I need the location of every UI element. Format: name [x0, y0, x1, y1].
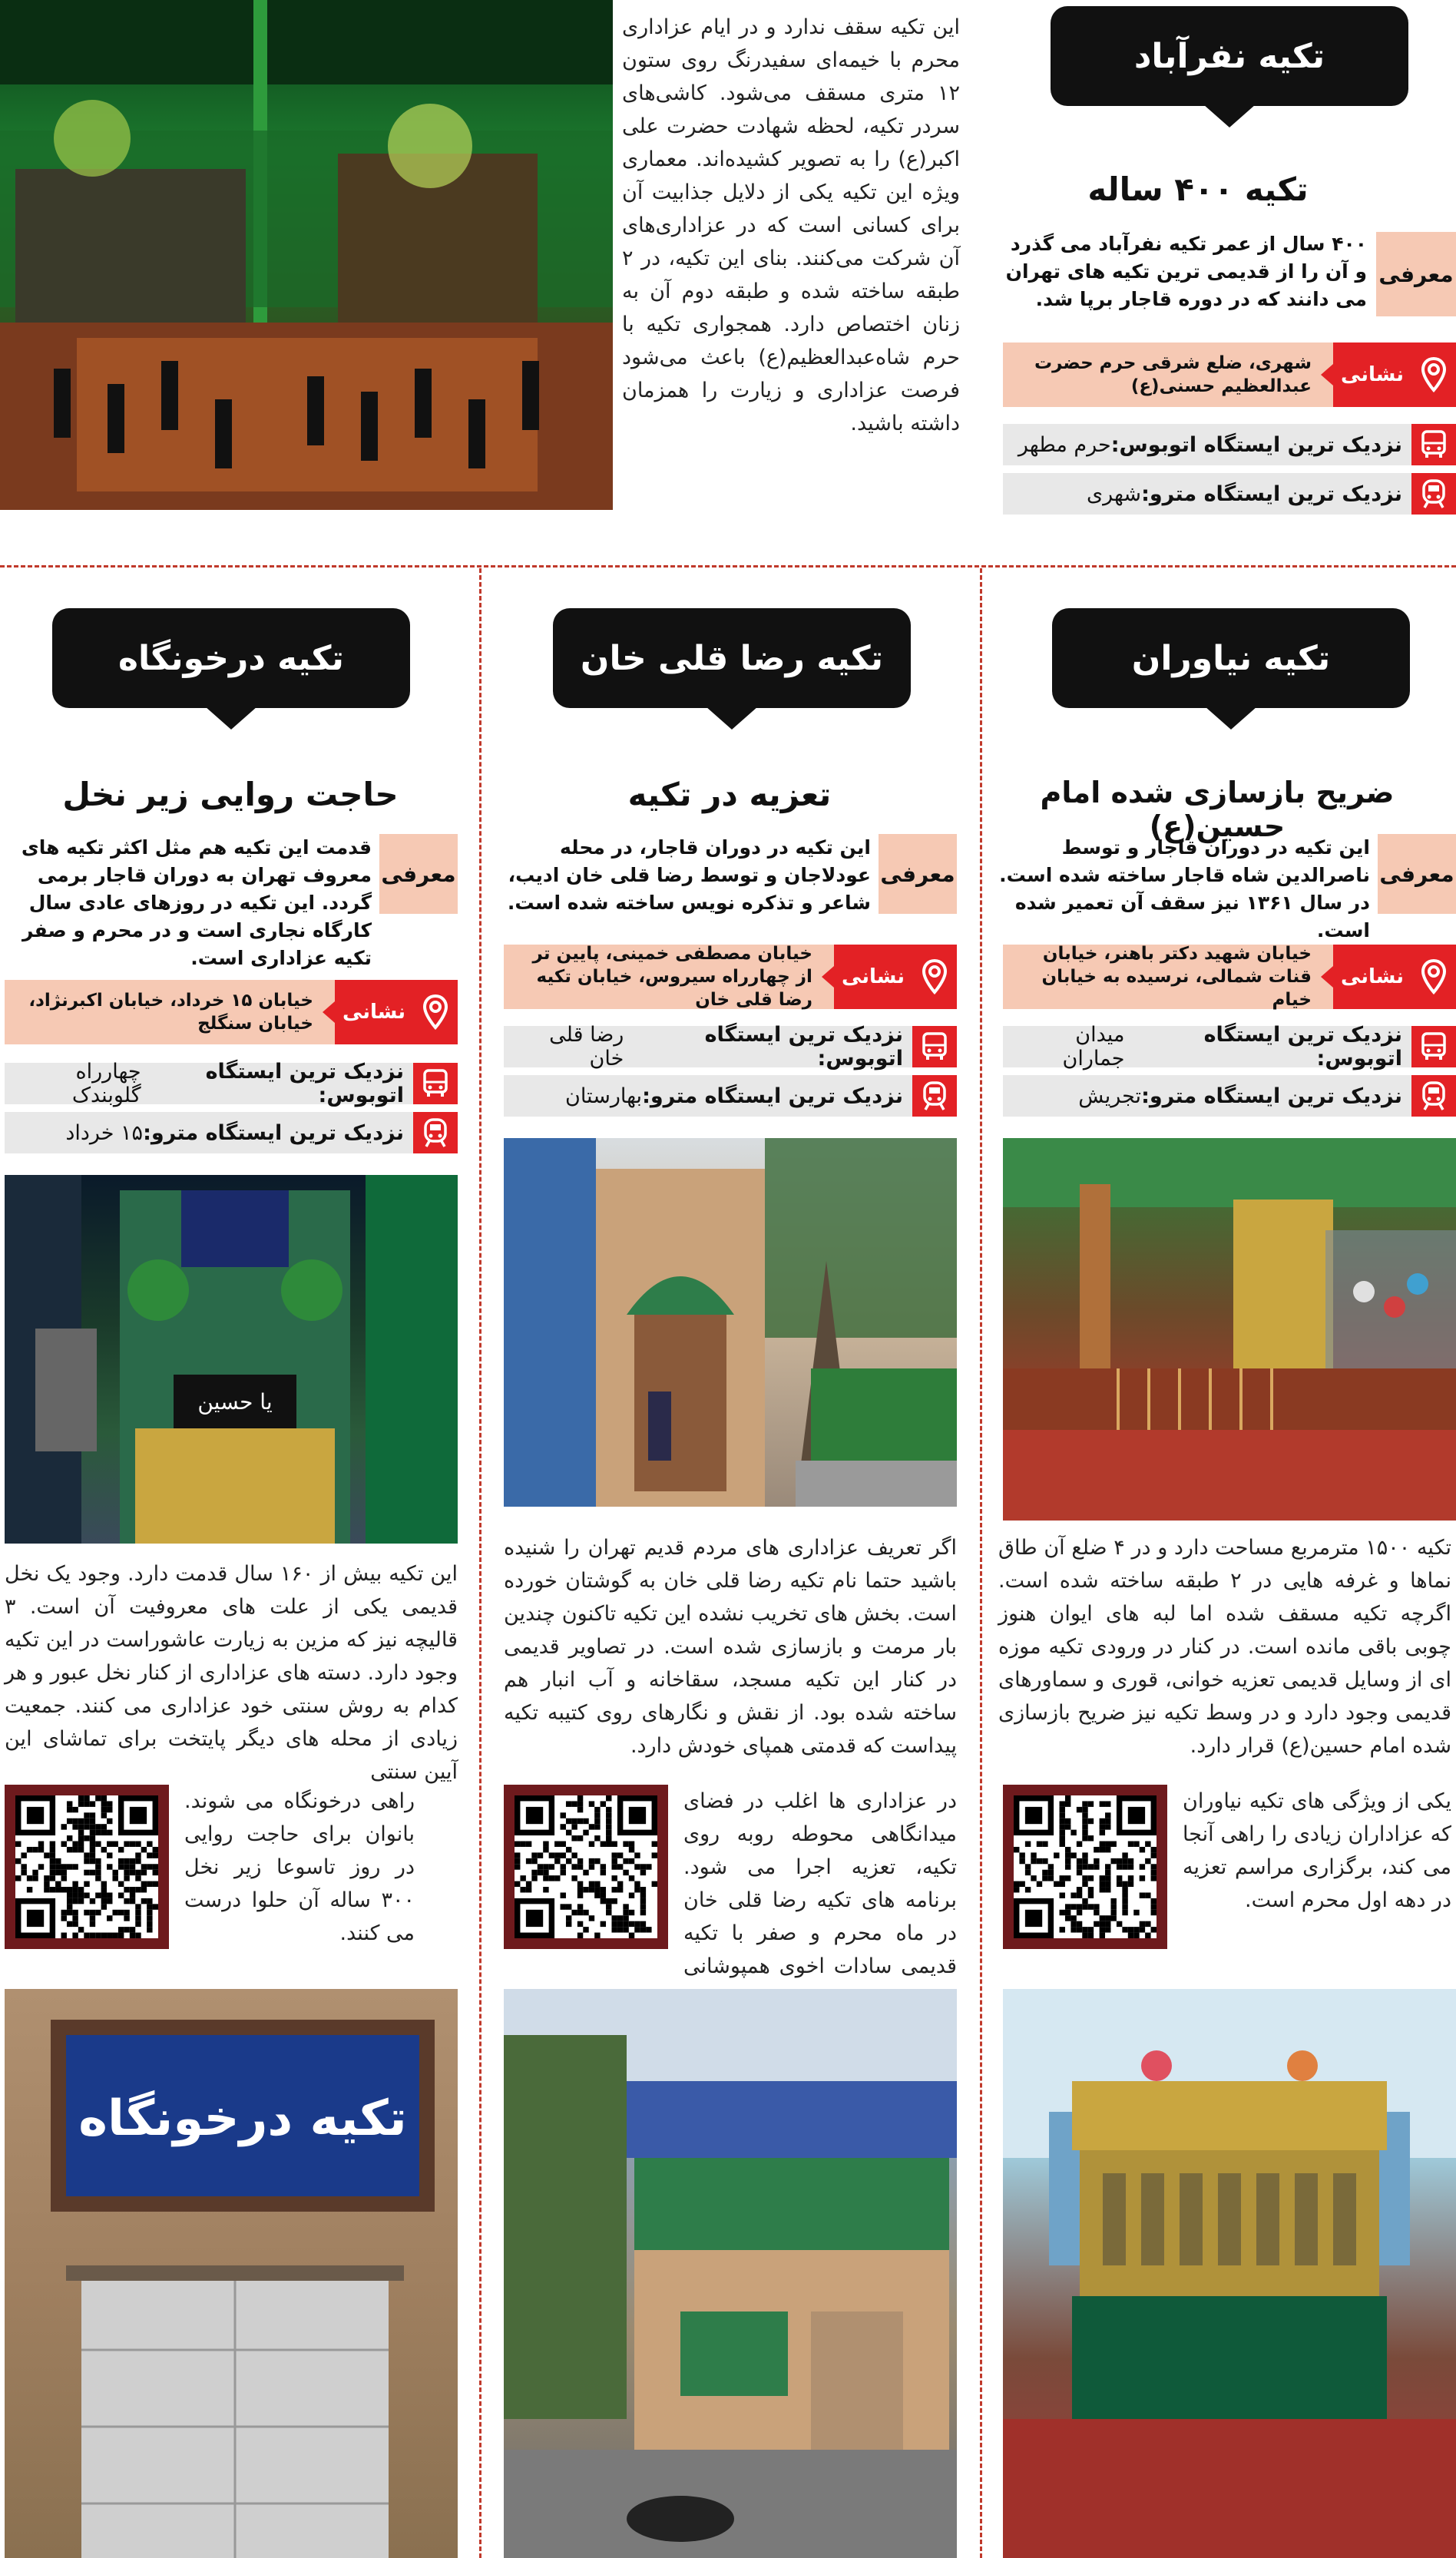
bus-icon: [1411, 424, 1456, 465]
col2-metro-row: [504, 1075, 957, 1117]
title-tab: [1051, 6, 1408, 106]
bus-value: حرم مطهر: [1018, 432, 1111, 457]
col1-metro-label: نزدیک ترین ایستگاه مترو:: [1141, 1084, 1402, 1108]
gate-sign-text: تکیه درخونگاه: [78, 2090, 407, 2147]
page-title: تکیه نفرآباد: [1133, 36, 1325, 76]
map-pin-icon: [1411, 343, 1456, 407]
entrance-illustration: [504, 1138, 957, 1507]
col2-bus-label: نزدیک ترین ایستگاه اتوبوس:: [704, 1023, 903, 1071]
col1-bus-info: [1003, 1023, 1411, 1071]
col3-intro-text: قدمت این تکیه هم مثل اکثر تکیه های معروف تهران به دوران قاجار برمی گردد. این تکیه در روزهای عادی سال کارگاه نجاری است و در محرم و صفر تکیه عزاداری است.: [21, 836, 372, 969]
map-pin-icon: [1411, 945, 1456, 1009]
col1-bus-label: نزدیک ترین ایستگاه اتوبوس:: [1203, 1023, 1402, 1071]
intro-label: معرفی: [1376, 232, 1456, 316]
col3-title: تکیه درخونگاه: [118, 638, 344, 678]
col1-title-tab: [1052, 608, 1410, 708]
col2-intro-label: معرفی: [879, 834, 957, 914]
col2-metro-label: نزدیک ترین ایستگاه مترو:: [642, 1084, 903, 1108]
metro-value: شهری: [1086, 481, 1142, 506]
column-divider-left: [479, 568, 481, 2558]
metro-icon: [413, 1112, 458, 1153]
top-body-text: این تکیه سقف ندارد و در ایام عزاداری محرم با خیمه‌ای سفیدرنگ روی ستون ۱۲ متری مسقف می‌شود. کاشی‌های سردر تکیه، لحظه شهادت حضرت علی اکبر(ع) را به تصویر کشیده‌اند. معماری ویژه این تکیه یکی از دلایل جذابیت آن برای کسانی است که در عزاداری‌های آن شرکت می‌کنند. بنای این تکیه، در ۲ طبقه ساخته شده و طبقه دوم آن به زنان اختصاص دارد. همجواری تکیه با حرم شاه‌عبدالعظیم(ع) باعث می‌شود فرصت عزاداری و زیارت را همزمان داشته باشید.: [622, 15, 960, 435]
map-pin-icon: [912, 945, 957, 1009]
col3-photo-altar: [5, 1175, 458, 1544]
gate-illustration: [5, 1989, 458, 2558]
metro-icon: [1411, 473, 1456, 515]
col2-bus-row: [504, 1023, 957, 1071]
col2-bus-info: [504, 1023, 912, 1071]
col2-body-side: در عزاداری ها اغلب در فضای میدانگاهی محوطه روبه روی تکیه، تعزیه اجرا می شود. برنامه های تکیه رضا قلی خان در ماه محرم و صفر با تکیه قدیمی سادات اخوی همپوشانی: [683, 1789, 957, 1978]
col2-bus-value: رضا قلی خان: [549, 1023, 624, 1071]
col1-photo-shrine: [1003, 1989, 1456, 2558]
col1-address-text: خیابان شهید دکتر باهنر، خیابان قنات شمالی، نرسیده به خیابان خیام: [1003, 945, 1333, 1009]
col1-metro-row: [1003, 1075, 1456, 1117]
col3-address-row: [5, 980, 458, 1044]
col2-qr-code-icon[interactable]: [504, 1785, 668, 1949]
col2-body-top: اگر تعریف عزاداری های مردم قدیم تهران را شنیده باشید حتما نام تکیه رضا قلی خان به گوشتان خورده است. بخش های تخریب نشده این تکیه تاکنون چندین بار مرمت و بازسازی شده است. در تصاویر قدیمی در کنار این تکیه مسجد، سقاخانه و آب انبار هم ساخته شده بود. از نقش و نگارهای روی کتیبه تکیه پیداست که قدمتی همپای خودش دارد.: [504, 1536, 957, 1758]
bus-info: [1003, 424, 1411, 465]
col3-body-top: این تکیه بیش از ۱۶۰ سال قدمت دارد. وجود یک نخل قدیمی یکی از علت های معروفیت آن است. ۳ قالیچه نیز که مزین به زیارت عاشوراست در این تکیه وجود دارد. دسته های عزاداری از کنار نخل عبور و هر کدام به روش سنتی خود عزاداری می کنند. جمعیت زیادی از محله های دیگر پایتخت برای تماشای این آیین سنتی: [5, 1562, 458, 1784]
col3-metro-label: نزدیک ترین ایستگاه مترو:: [143, 1120, 404, 1145]
metro-icon: [1411, 1075, 1456, 1117]
column-divider-right: [980, 568, 982, 2558]
col1-metro-info: [1003, 1075, 1411, 1117]
col1-body-top: تکیه ۱۵۰۰ مترمربع مساحت دارد و در ۴ ضلع آن طاق نماها و غرفه هایی در ۲ طبقه ساخته شده است. اگرچه تکیه مسقف شده اما لبه های ایوان هنوز چوبی باقی مانده است. در کنار در ورودی تکیه موزه ای از وسایل قدیمی تعزیه خوانی، قوری و سماورهای قدیمی وجود دارد و در وسط تکیه نیز ضریح بازسازی شده امام حسین(ع) قرار دارد.: [998, 1536, 1451, 1758]
qr-pattern: [1014, 1795, 1157, 1938]
bus-icon: [912, 1026, 957, 1067]
col3-metro-info: [5, 1112, 413, 1153]
street-illustration: [504, 1989, 957, 2558]
col3-metro-row: [5, 1112, 458, 1153]
col1-intro-label: معرفی: [1378, 834, 1456, 914]
col2-address-tag: نشانی: [834, 945, 912, 1009]
col1-photo-interior: [1003, 1138, 1456, 1521]
bus-icon: [413, 1063, 458, 1104]
qr-pattern: [515, 1795, 657, 1938]
col3-metro-value: ۱۵ خرداد: [65, 1120, 144, 1145]
col1-metro-value: تجریش: [1078, 1084, 1142, 1108]
col3-bus-value: چهارراه گلوبندک: [71, 1060, 141, 1107]
col3-address-text: خیابان ۱۵ خرداد، خیابان اکبرنژاد، خیابان سنگلج: [5, 980, 335, 1044]
col2-photo-entrance: [504, 1138, 957, 1507]
col1-qr-code-icon[interactable]: [1003, 1785, 1167, 1949]
col3-photo-gate: [5, 1989, 458, 2558]
col1-address-row: [1003, 945, 1456, 1009]
metro-label: نزدیک ترین ایستگاه مترو:: [1141, 481, 1402, 506]
col1-body-side: یکی از ویژگی های تکیه نیاوران که عزاداران زیادی را راهی آنجا می کند، برگزاری مراسم تعزیه در دهه اول محرم است.: [1183, 1789, 1451, 1912]
col2-subtitle: تعزیه در تکیه: [627, 776, 832, 813]
metro-info: [1003, 473, 1411, 515]
qr-pattern: [15, 1795, 158, 1938]
col1-bus-row: [1003, 1023, 1456, 1071]
col3-bus-info: [5, 1060, 413, 1107]
col2-metro-info: [504, 1075, 912, 1117]
intro-text: ۴۰۰ سال از عمر تکیه نفرآباد می گذرد و آن را از قدیمی ترین تکیه های تهران می دانند که در دوره قاجار برپا شد.: [1005, 233, 1367, 310]
metro-row: [1003, 473, 1456, 515]
horizontal-divider: [0, 565, 1456, 568]
address-text: شهری، ضلع شرقی حرم حضرت عبدالعظیم حسنی(ع): [1003, 343, 1333, 407]
col2-title: تکیه رضا قلی خان: [580, 638, 884, 678]
col2-title-tab: [553, 608, 911, 708]
col3-address-tag: نشانی: [335, 980, 413, 1044]
col2-metro-value: بهارستان: [565, 1084, 643, 1108]
interior-illustration: [1003, 1138, 1456, 1521]
col2-photo-street: [504, 1989, 957, 2558]
metro-icon: [912, 1075, 957, 1117]
col3-intro-label: معرفی: [379, 834, 458, 914]
col3-body-side: راهی درخونگاه می شوند. بانوان برای حاجت روایی در روز تاسوعا زیر نخل ۳۰۰ ساله آن حلوا درست می کنند.: [184, 1789, 415, 1945]
col1-address-tag: نشانی: [1333, 945, 1411, 1009]
col2-address-text: خیابان مصطفی خمینی، پایین تر از چهارراه سیروس، خیابان تکیه رضا قلی خان: [504, 945, 834, 1009]
top-photo-hall: [0, 0, 613, 510]
address-tag: نشانی: [1333, 343, 1411, 407]
bus-icon: [1411, 1026, 1456, 1067]
col1-bus-value: میدان جماران: [1062, 1023, 1125, 1071]
altar-illustration: [5, 1175, 458, 1544]
map-pin-icon: [413, 980, 458, 1044]
col3-bus-label: نزدیک ترین ایستگاه اتوبوس:: [205, 1060, 404, 1107]
altar-banner-text: یا حسین: [197, 1389, 273, 1415]
col3-title-tab: [52, 608, 410, 708]
shrine-illustration: [1003, 1989, 1456, 2558]
bus-row: [1003, 424, 1456, 465]
col1-subtitle: ضریح بازسازی شده امام حسین(ع): [1040, 776, 1395, 843]
col1-title: تکیه نیاوران: [1131, 638, 1331, 678]
col3-subtitle: حاجت روایی زیر نخل: [62, 776, 399, 813]
address-row: [1003, 343, 1456, 407]
col3-qr-code-icon[interactable]: [5, 1785, 169, 1949]
col2-intro-text: این تکیه در دوران قاجار، در محله عودلاجان و توسط رضا قلی خان ادیب، شاعر و تذکره نویس ساخته شده است.: [507, 836, 871, 914]
col1-intro-text: این تکیه در دوران قاجار و توسط ناصرالدین شاه قاجار ساخته شده است. در سال ۱۳۶۱ نیز سقف آن تعمیر شده است.: [999, 836, 1370, 941]
bus-label: نزدیک ترین ایستگاه اتوبوس:: [1110, 432, 1402, 457]
col3-bus-row: [5, 1060, 458, 1107]
hall-illustration: [0, 0, 613, 510]
section-subtitle: تکیه ۴۰۰ ساله: [1087, 170, 1309, 208]
col2-address-row: [504, 945, 957, 1009]
